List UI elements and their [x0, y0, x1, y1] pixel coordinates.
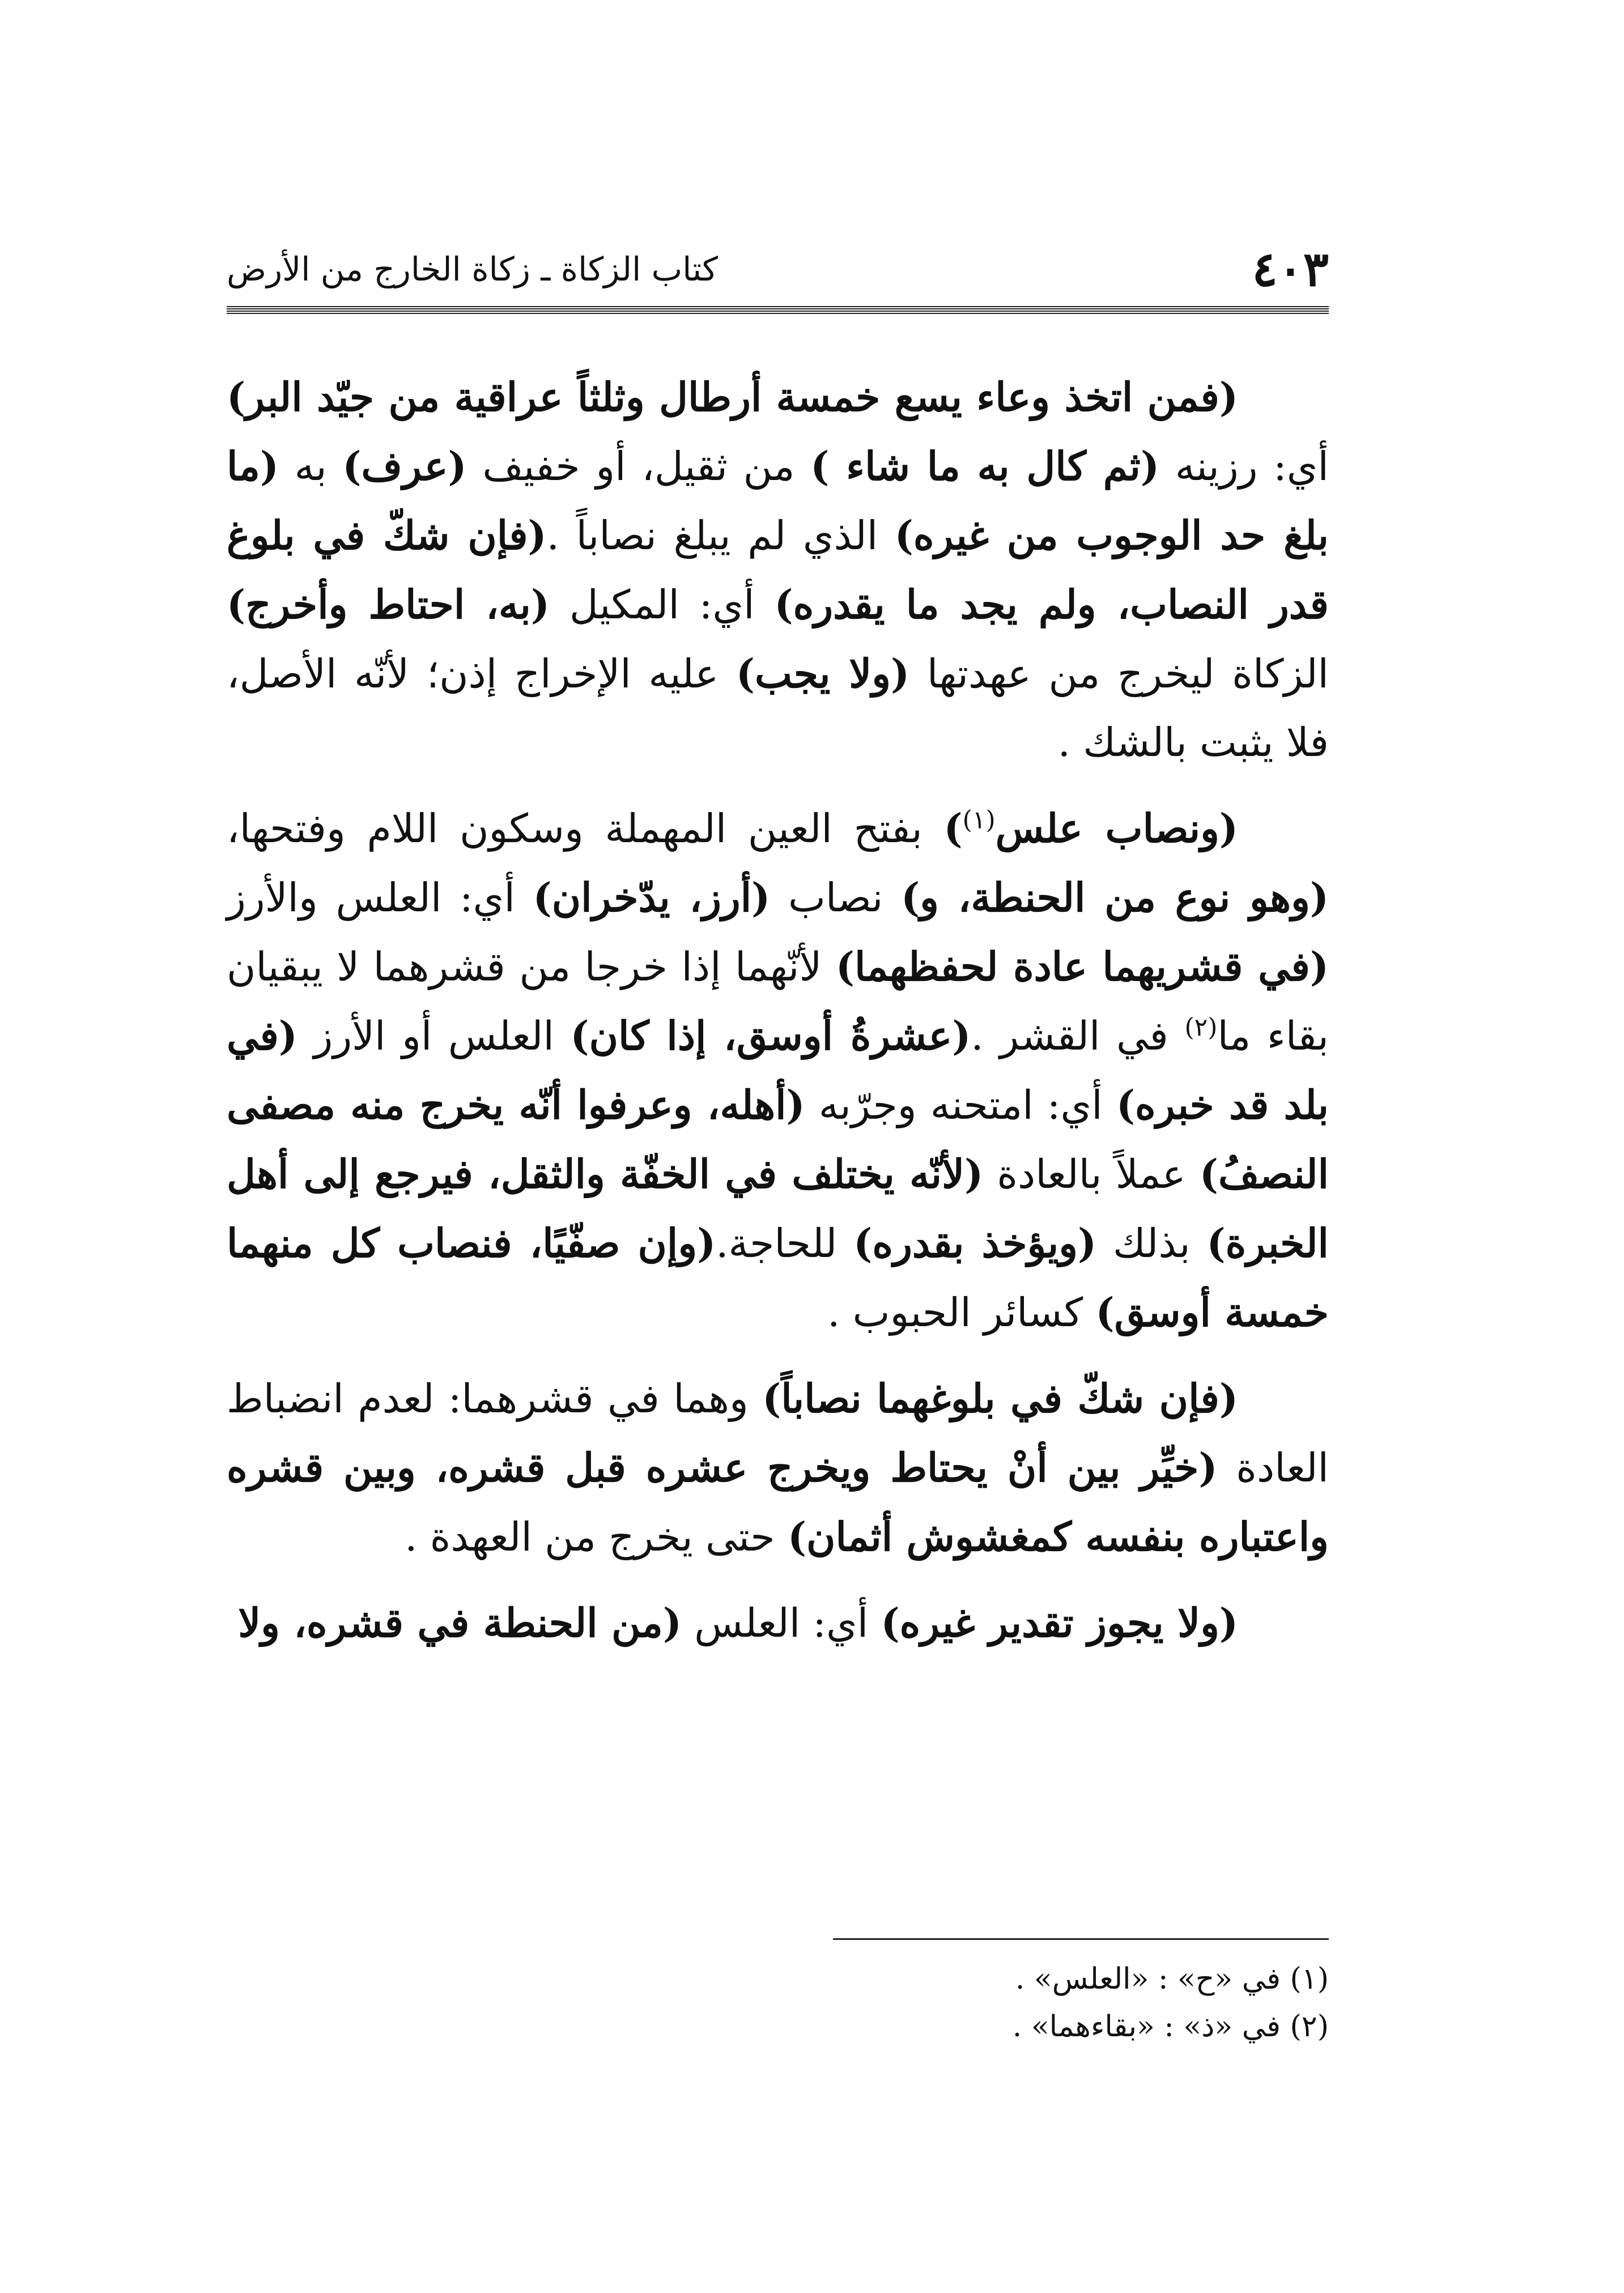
footnotes — [227, 1955, 1329, 2050]
footnote: (١) في «ح» : «العلس» . — [1015, 1962, 1329, 1996]
commentary-text: أي: امتحنه وجرّبه — [805, 1082, 1116, 1128]
commentary-text: عليه الإخراج إذن؛ لأنّه الأصل، فلا يثبت بالشك . — [227, 651, 1329, 766]
footnote-marker: (٢) — [1184, 1013, 1218, 1042]
commentary-text: به — [278, 443, 343, 490]
commentary-text: بذلك — [1096, 1220, 1207, 1267]
commentary-text: في القشر . — [971, 1013, 1185, 1059]
matn-text: (في بلد قد خبره) — [227, 1012, 1329, 1128]
matn-text: (فإن شكّ في بلوغ قدر النصاب، ولم يجد ما يقدره) — [227, 512, 1329, 628]
commentary-text: العلس أو الأرز — [297, 1013, 571, 1059]
commentary-text: أي: رزينه — [1159, 443, 1329, 490]
commentary-text: لأنّهما إذا خرجا من قشرهما لا يبقيان بقاء ما — [227, 944, 1329, 1059]
matn-text: (عشرةُ أوسق، إذا كان) — [570, 1012, 971, 1059]
paragraph — [227, 1364, 1329, 1572]
commentary-text: عملاً بالعادة — [983, 1151, 1200, 1198]
paragraph — [227, 794, 1329, 1347]
matn-text: (لأنّه يختلف في الخفّة والثقل، فيرجع إلى أهل الخبرة) — [227, 1150, 1329, 1267]
running-title: كتاب الزكاة ـ زكاة الخارج من الأرض — [227, 250, 719, 288]
matn-text: (فمن اتخذ وعاء يسع خمسة أرطال وثلثاً عراقية من جيّد البر) — [227, 373, 1238, 421]
page-header — [227, 238, 1329, 300]
matn-text: (أهله، وعرفوا أنّه يخرج منه مصفى النصفُ) — [227, 1081, 1329, 1198]
matn-text: (من الحنطة في قشره، ولا — [238, 1599, 682, 1646]
paragraph — [227, 1589, 1329, 1658]
matn-text: (في قشريهما عادة لحفظهما) — [835, 943, 1329, 990]
matn-text: (عرف) — [342, 443, 467, 490]
matn-text: (ثم كال به ما شاء ) — [810, 443, 1159, 490]
commentary-text: أي: العلس والأرز — [227, 874, 533, 921]
matn-text: (وإن صفّيًا، فنصاب كل منهما خمسة أوسق) — [227, 1220, 1329, 1336]
page-number: ٤٠٣ — [1252, 241, 1329, 297]
footnote: (٢) في «ذ» : «بقاءهما» . — [1012, 2010, 1329, 2044]
commentary-text: أي: العلس — [681, 1600, 881, 1646]
matn-text: (ويؤخذ بقدره) — [853, 1220, 1097, 1267]
commentary-text: بفتح العين المهملة وسكون اللام وفتحها، — [227, 805, 944, 852]
matn-text: (ولا يجب) — [736, 650, 910, 697]
commentary-text: للحاجة. — [716, 1220, 854, 1267]
body-text — [227, 363, 1329, 1675]
footnote-divider — [833, 1938, 1329, 1940]
matn-text: (فإن شكّ في بلوغهما نصاباً) — [762, 1375, 1238, 1422]
commentary-text: الزكاة ليخرج من عهدتها — [909, 651, 1329, 697]
matn-text: ) — [943, 805, 963, 852]
commentary-text: من ثقيل، أو خفيف — [466, 443, 811, 490]
matn-text: (ولا يجوز تقدير غيره) — [881, 1599, 1238, 1646]
matn-text: (خيِّر بين أنْ يحتاط ويخرج عشره قبل قشره، وبين قشره واعتباره بنفسه كمغشوش أثمان) — [227, 1444, 1329, 1560]
commentary-text: حتى يخرج من العهدة . — [405, 1514, 788, 1560]
commentary-text: نصاب — [770, 874, 902, 921]
commentary-text: وهما في قشرهما: لعدم انضباط العادة — [227, 1375, 1329, 1491]
matn-text: (وهو نوع من الحنطة، و) — [901, 874, 1329, 921]
paragraph — [227, 363, 1329, 777]
commentary-text: كسائر الحبوب . — [827, 1289, 1096, 1336]
matn-text: (به، احتاط وأخرج) — [227, 581, 550, 628]
footnote-marker: (١) — [962, 805, 996, 835]
commentary-text: الذي لم يبلغ نصاباً . — [546, 512, 895, 559]
matn-text: (ونصاب علس — [995, 805, 1239, 852]
matn-text: (أرز، يدّخران) — [533, 874, 771, 921]
header-divider — [227, 306, 1329, 314]
commentary-text: أي: المكيل — [550, 581, 775, 628]
matn-text: (ما بلغ حد الوجوب من غيره) — [227, 443, 1329, 559]
